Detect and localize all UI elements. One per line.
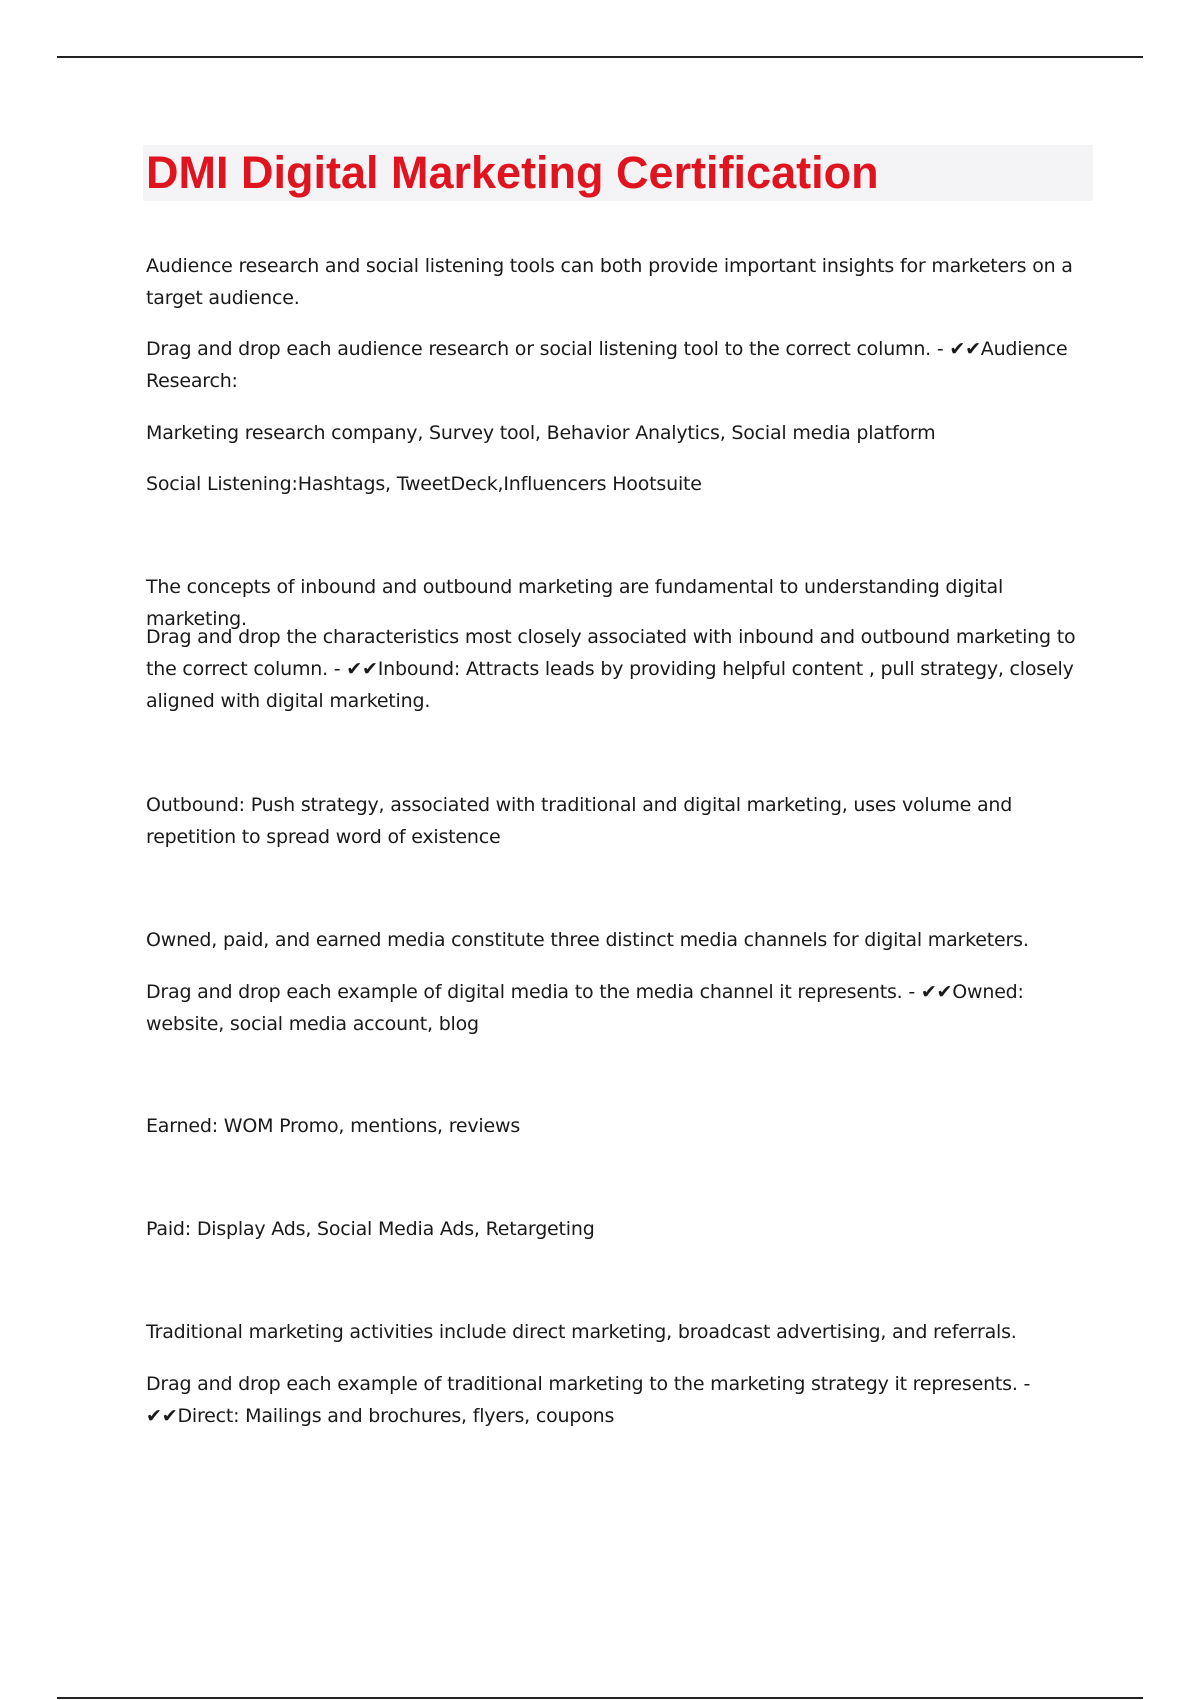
paragraph-inbound-outbound-intro: The concepts of inbound and outbound marketing are fundamental to understanding digital marketing.: [146, 576, 1004, 630]
paragraph-paid-media: Paid: Display Ads, Social Media Ads, Retargeting: [146, 1218, 595, 1240]
footer-rule: [57, 1697, 1143, 1699]
paragraph-audience-intro: Audience research and social listening tools can both provide important insights for marketers on a target audience.: [146, 255, 1073, 309]
paragraph-outbound-answer: Outbound: Push strategy, associated with traditional and digital marketing, uses volume and repetition to spread word of existence: [146, 794, 1013, 848]
paragraph-audience-research-tools: Marketing research company, Survey tool, Behavior Analytics, Social media platform: [146, 422, 936, 444]
paragraph-social-listening-tools: Social Listening:Hashtags, TweetDeck,Influencers Hootsuite: [146, 473, 702, 495]
paragraph-inbound-question: Drag and drop the characteristics most closely associated with inbound and outbound marketing to the correct column. - ✔✔Inbound: Attracts leads by providing helpful content , pull strategy, closely aligned with digital marketing.: [146, 626, 1076, 712]
paragraph-owned-media: Drag and drop each example of digital media to the media channel it represents. - ✔✔Owned: website, social media account, blog: [146, 981, 1024, 1035]
paragraph-traditional-question: Drag and drop each example of traditional marketing to the marketing strategy it represents. - ✔✔Direct: Mailings and brochures, flyers, coupons: [146, 1373, 1031, 1427]
paragraph-audience-question: Drag and drop each audience research or social listening tool to the correct column. - ✔✔Audience Research:: [146, 338, 1068, 392]
paragraph-earned-media: Earned: WOM Promo, mentions, reviews: [146, 1115, 521, 1137]
paragraph-traditional-intro: Traditional marketing activities include direct marketing, broadcast advertising, and referrals.: [146, 1321, 1017, 1343]
document-title: DMI Digital Marketing Certification: [146, 147, 879, 198]
paragraph-media-intro: Owned, paid, and earned media constitute three distinct media channels for digital marketers.: [146, 929, 1029, 951]
header-rule: [57, 56, 1143, 58]
